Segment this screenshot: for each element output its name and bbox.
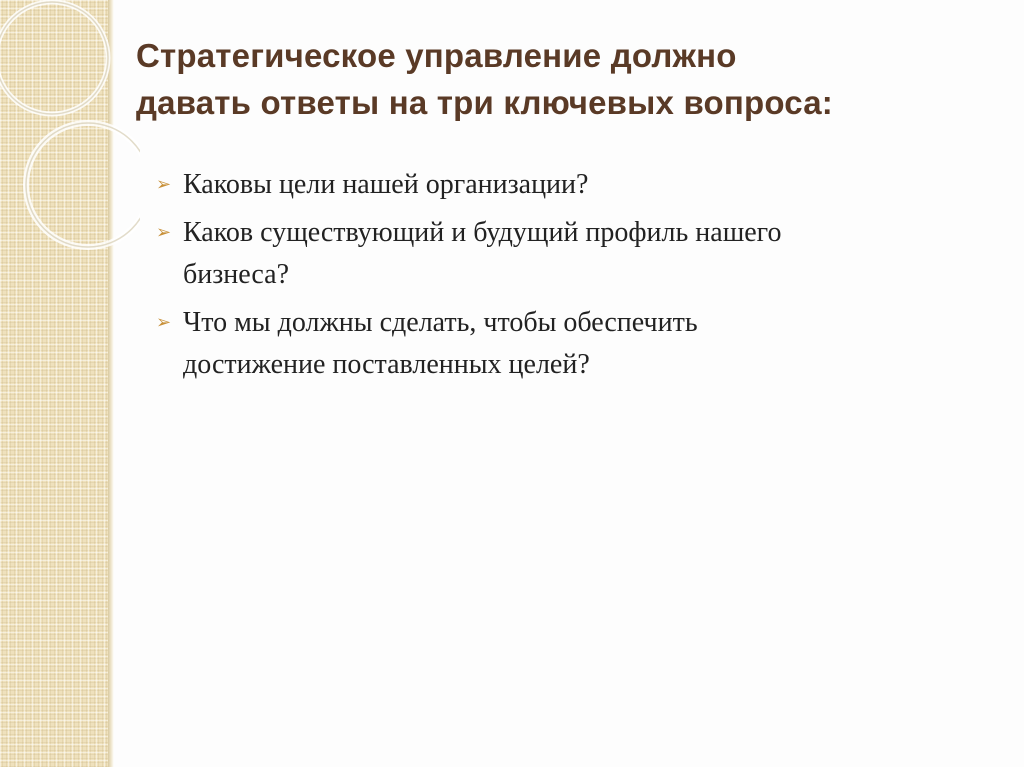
bullet-item	[156, 212, 956, 296]
slide-title-line-1: Стратегическое управление должно	[136, 37, 737, 74]
arrow-bullet-icon: ➢	[156, 312, 172, 333]
ring-decoration-icon	[0, 0, 140, 300]
bullet-item	[156, 164, 956, 206]
bullet-text-line: Что мы должны сделать, чтобы обеспечить	[183, 307, 698, 338]
bullet-list	[156, 164, 956, 392]
arrow-bullet-icon: ➢	[156, 222, 172, 243]
bullet-text-line: бизнеса?	[183, 259, 290, 290]
bullet-text-line: Каков существующий и будущий профиль нашего	[183, 217, 782, 248]
bullet-text-line: Каковы цели нашей организации?	[183, 169, 589, 200]
slide-title	[136, 32, 996, 126]
bullet-text-line: достижение поставленных целей?	[183, 349, 590, 380]
slide-title-line-2: давать ответы на три ключевых вопроса:	[136, 84, 833, 121]
arrow-bullet-icon: ➢	[156, 174, 172, 195]
bullet-item	[156, 302, 956, 386]
